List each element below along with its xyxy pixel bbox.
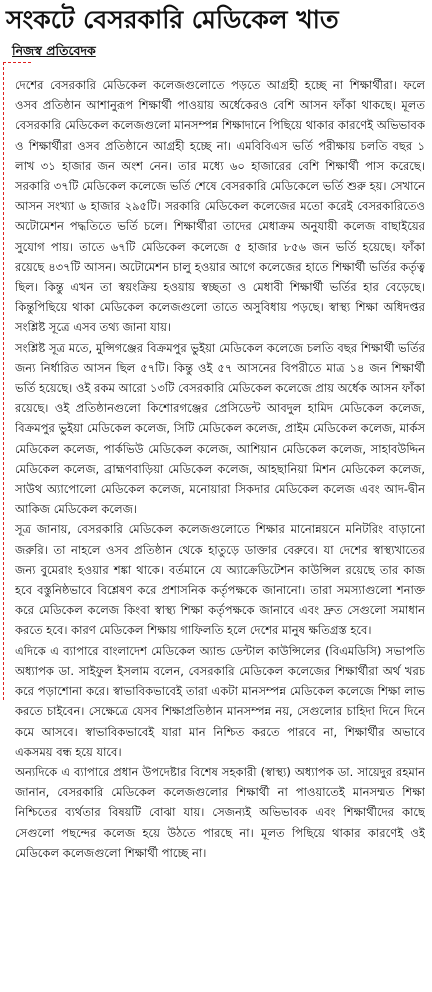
byline: নিজস্ব প্রতিবেদক [12, 43, 96, 58]
headline: সংকটে বেসরকারি মেডিকেল খাত [6, 5, 339, 34]
article-body [15, 75, 425, 987]
clipping-border-top [3, 62, 31, 63]
paragraph-5: অন্যদিকে এ ব্যাপারে প্রধান উপদেষ্টার বিশেষ সহকারী (স্বাস্থ্য) অধ্যাপক ডা. সায়েদুর রহমান জানান, বেসরকারি মেডিকেল কলেজগুলোর শিক্ষার্থী না পাওয়াতেই মানসম্মত শিক্ষা নিশ্চিতের ব্যর্থতার বিষয়টি বোঝা যায়। সেজন্যই অভিভাবক এবং শিক্ষার্থীদের কাছে সেগুলো পছন্দের কলেজ হয়ে উঠতে পারছে না। মূলত পিছিয়ে থাকার কারণেই ওই মেডিকেল কলেজগুলো শিক্ষার্থী পাচ্ছে না। [15, 764, 425, 860]
paragraph-4: এদিকে এ ব্যাপারে বাংলাদেশ মেডিকেল অ্যান্ড ডেন্টাল কাউন্সিলের (বিএমডিসি) সভাপতি অধ্যাপক ডা. সাইফুল ইসলাম বলেন, বেসরকারি মেডিকেল কলেজের শিক্ষার্থীরা অর্থ খরচ করে পড়াশোনা করে। স্বাভাবিকভাবেই তারা একটা মানসম্পন্ন মেডিকেল কলেজে শিক্ষা লাভ করতে চাইবেন। সেক্ষেত্রে যেসব শিক্ষাপ্রতিষ্ঠান মানসম্পন্ন নয়, সেগুলোর চাহিদা দিনে দিনে কমে আসবে। স্বাভাবিকভাবেই যারা মান নিশ্চিত করতে পারবে না, শিক্ষার্থীর অভাবে একসময় বন্ধ হয়ে যাবে। [15, 643, 425, 759]
clipping-border-left [3, 62, 4, 700]
paragraph-1: দেশের বেসরকারি মেডিকেল কলেজগুলোতে পড়তে আগ্রহী হচ্ছে না শিক্ষার্থীরা। ফলে ওসব প্রতিষ্ঠান আশানুরূপ শিক্ষার্থী পাওয়ায় অর্ধেকেরও বেশি আসন ফাঁকা থাকছে। মূলত বেসরকারি মেডিকেল কলেজগুলো মানসম্পন্ন শিক্ষাদানে পিছিয়ে থাকার কারণেই অভিভাবক ও শিক্ষার্থীরা ওসব প্রতিষ্ঠানে আগ্রহী হচ্ছে না। এমবিবিএস ভর্তি পরীক্ষায় চলতি বছর ১ লাখ ৩১ হাজার জন অংশ নেন। তার মধ্যে ৬০ হাজারের বেশি শিক্ষার্থী পাস করেছে। সরকারি ৩৭টি মেডিকেল কলেজে ভর্তি শেষে বেসরকারি মেডিকেলে ভর্তি শুরু হয়। সেখানে আসন সংখ্যা ৬ হাজার ২৯৫টি। সরকারি মেডিকেল কলেজের মতো করেই বেসরকারিতেও অটোমেশন পদ্ধতিতে ভর্তি চলে। শিক্ষার্থীরা তাদের মেধাক্রম অনুযায়ী কলেজ বাছাইয়ের সুযোগ পায়। তাতে ৬৭টি মেডিকেল কলেজে ৫ হাজার ৮৫৬ জন ভর্তি হয়েছে। ফাঁকা রয়েছে ৪৩৭টি আসন। অটোমেশন চালু হওয়ার আগে কলেজের হাতে শিক্ষার্থী ভর্তির কর্তৃত্ব ছিল। কিন্তু এখন তা স্বয়ংক্রিয় হওয়ায় স্বচ্ছতা ও মেধাবী শিক্ষার্থী ভর্তির হার বেড়েছে। কিন্তুপিছিয়ে থাকা মেডিকেল কলেজগুলো তাতে অসুবিধায় পড়ছে। স্বাস্থ্য শিক্ষা অধিদপ্তর সংশ্লিষ্ট সূত্রে এসব তথ্য জানা যায়। [15, 78, 425, 335]
paragraph-2: সংশ্লিষ্ট সূত্র মতে, মুন্সিগঞ্জের বিক্রমপুর ভুইয়া মেডিকেল কলেজে চলতি বছর শিক্ষার্থী ভর্তির জন্য নির্ধারিত আসন ছিল ৫৭টি। কিন্তু ওই ৫৭ আসনের বিপরীতে মাত্র ১৪ জন শিক্ষার্থী ভর্তি হয়েছে। ওই রকম আরো ১৩টি বেসরকারি মেডিকেল কলেজে প্রায় অর্ধেক আসন ফাঁকা রয়েছে। ওই প্রতিষ্ঠানগুলো কিশোরগঞ্জের প্রেসিডেন্ট আবদুল হামিদ মেডিকেল কলেজ, বিক্রমপুর ভুইয়া মেডিকেল কলেজ, সিটি মেডিকেল কলেজ, প্রাইম মেডিকেল কলেজ, মার্কস মেডিকেল কলেজ, পার্কভিউ মেডিকেল কলেজ, আশিয়ান মেডিকেল কলেজ, সাহাবউদ্দিন মেডিকেল কলেজ, ব্রাহ্মণবাড়িয়া মেডিকেল কলেজ, আহছানিয়া মিশন মেডিকেল কলেজ, সাউথ অ্যাপোলো মেডিকেল কলেজ, মনোয়ারা সিকদার মেডিকেল কলেজ এবং আদ-দ্বীন আকিজ মেডিকেল কলেজ। [15, 340, 425, 517]
paragraph-3: সূত্র জানায়, বেসরকারি মেডিকেল কলেজগুলোতে শিক্ষার মানোন্নয়নে মনিটরিং বাড়ানো জরুরি। তা নাহলে ওসব প্রতিষ্ঠান থেকে হাতুড়ে ডাক্তার বেরুবে। যা দেশের স্বাস্থ্যখাতের জন্য বুমেরাং হওয়ার শঙ্কা থাকে। বর্তমানে যে অ্যাক্রেডিটেশন কাউন্সিল রয়েছে তার কাজ হবে বস্তুনিষ্ঠভাবে বিশ্লেষণ করে প্রশাসনিক কর্তৃপক্ষকে জানানো। তারা সমস্যাগুলো শনাক্ত করে মেডিকেল কলেজ কিংবা স্বাস্থ্য শিক্ষা কর্তৃপক্ষকে জানাবে এবং দ্রুত সেগুলো সমাধান করতে হবে। কারণ মেডিকেল শিক্ষায় গাফিলতি হলে দেশের মানুষ ক্ষতিগ্রস্ত হবে। [15, 522, 425, 638]
